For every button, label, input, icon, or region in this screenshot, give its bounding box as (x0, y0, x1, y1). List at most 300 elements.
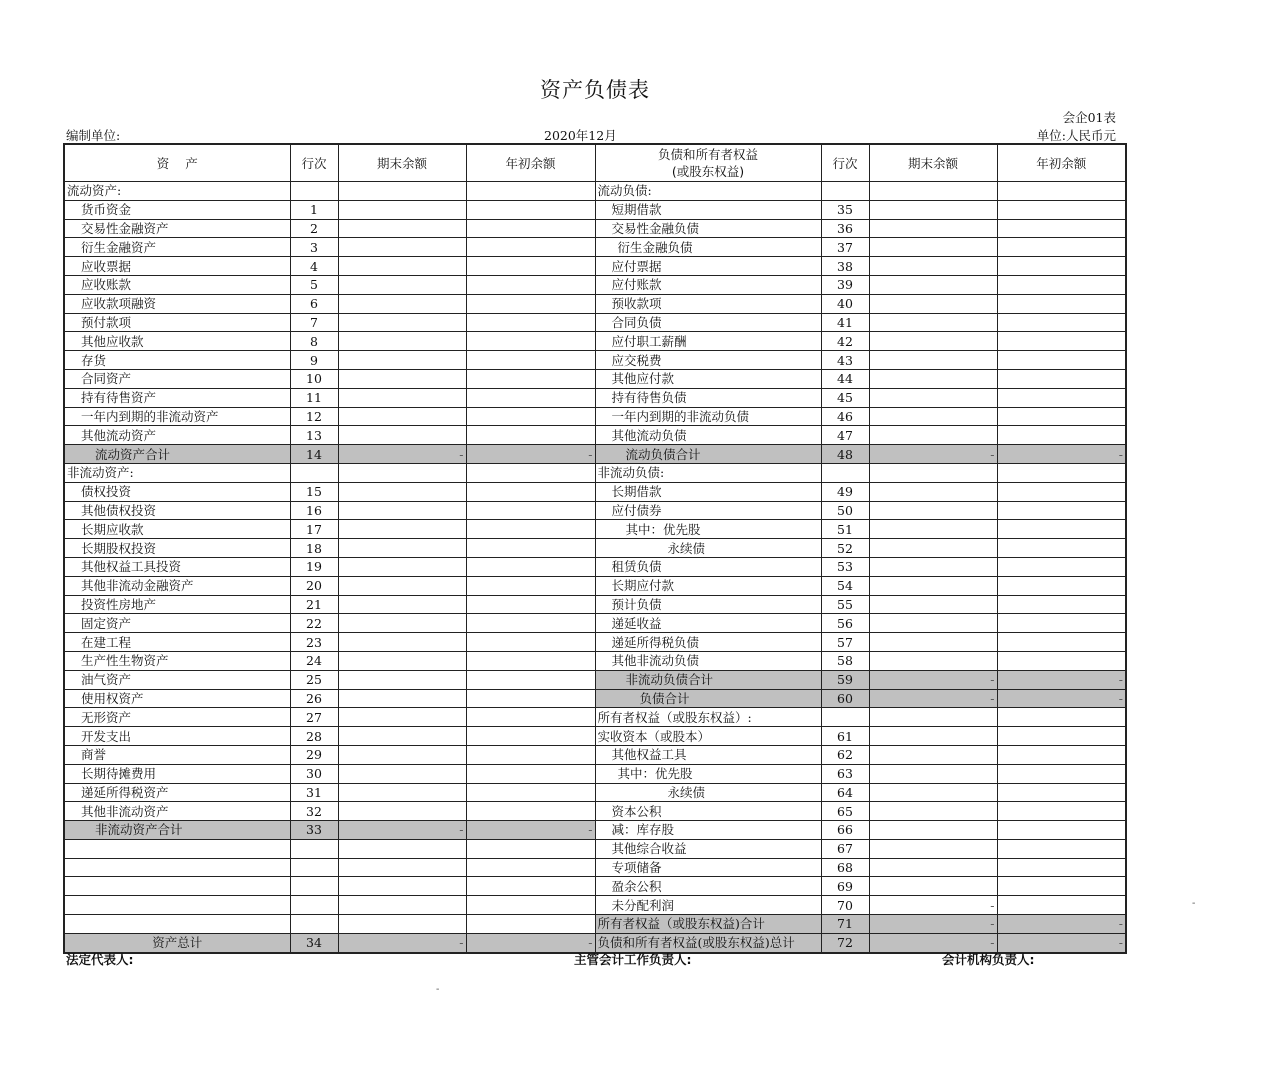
liability-line-no: 61 (821, 727, 869, 746)
table-row (64, 595, 1126, 614)
asset-end-balance (338, 689, 466, 708)
asset-line-no: 15 (290, 482, 338, 501)
liability-end-balance (869, 821, 997, 840)
asset-end-balance (338, 294, 466, 313)
table-row (64, 896, 1126, 915)
asset-line-no: 14 (290, 445, 338, 464)
asset-begin-balance: - (466, 821, 595, 840)
asset-item-label: 流动资产: (64, 182, 290, 201)
liability-line-no: 35 (821, 200, 869, 219)
liability-end-balance (869, 651, 997, 670)
asset-line-no (290, 182, 338, 201)
liability-item-label: 递延所得税负债 (595, 633, 821, 652)
asset-item-label: 应收票据 (64, 257, 290, 276)
asset-begin-balance (466, 670, 595, 689)
liability-end-balance (869, 294, 997, 313)
asset-end-balance (338, 482, 466, 501)
liability-item-label: 其他权益工具 (595, 745, 821, 764)
header-asset: 资 产 (64, 144, 290, 182)
asset-line-no: 23 (290, 633, 338, 652)
table-row (64, 445, 1126, 464)
liability-line-no: 71 (821, 915, 869, 934)
asset-item-label: 其他流动资产 (64, 426, 290, 445)
asset-begin-balance (466, 257, 595, 276)
asset-begin-balance (466, 407, 595, 426)
liability-item-label: 永续债 (595, 539, 821, 558)
liability-line-no (821, 182, 869, 201)
asset-end-balance (338, 426, 466, 445)
liability-begin-balance (997, 238, 1126, 257)
liability-end-balance (869, 332, 997, 351)
liability-item-label: 应付职工薪酬 (595, 332, 821, 351)
table-row (64, 182, 1126, 201)
asset-line-no: 30 (290, 764, 338, 783)
asset-end-balance (338, 745, 466, 764)
liability-begin-balance (997, 407, 1126, 426)
liability-line-no: 45 (821, 388, 869, 407)
table-row (64, 858, 1126, 877)
asset-line-no: 24 (290, 651, 338, 670)
liability-end-balance: - (869, 896, 997, 915)
table-row (64, 576, 1126, 595)
header-liab-line2: (或股东权益) (671, 164, 745, 179)
asset-begin-balance (466, 689, 595, 708)
liability-begin-balance (997, 764, 1126, 783)
asset-item-label: 货币资金 (64, 200, 290, 219)
liability-begin-balance (997, 745, 1126, 764)
liability-end-balance (869, 200, 997, 219)
table-row (64, 915, 1126, 934)
asset-end-balance (338, 633, 466, 652)
asset-begin-balance (466, 727, 595, 746)
asset-item-label: 其他非流动资产 (64, 802, 290, 821)
liability-begin-balance (997, 369, 1126, 388)
liability-item-label: 应交税费 (595, 351, 821, 370)
liability-end-balance (869, 388, 997, 407)
balance-sheet-table (63, 143, 1127, 954)
liability-begin-balance (997, 463, 1126, 482)
liability-line-no: 72 (821, 933, 869, 952)
asset-line-no: 29 (290, 745, 338, 764)
asset-line-no: 3 (290, 238, 338, 257)
liability-item-label: 流动负债: (595, 182, 821, 201)
asset-begin-balance (466, 501, 595, 520)
asset-end-balance (338, 896, 466, 915)
table-row (64, 200, 1126, 219)
liability-begin-balance (997, 520, 1126, 539)
liability-begin-balance (997, 426, 1126, 445)
liability-begin-balance: - (997, 915, 1126, 934)
liability-begin-balance: - (997, 933, 1126, 952)
asset-line-no: 25 (290, 670, 338, 689)
table-row (64, 821, 1126, 840)
liability-end-balance (869, 482, 997, 501)
liability-end-balance (869, 877, 997, 896)
asset-begin-balance (466, 294, 595, 313)
liability-item-label: 其中：优先股 (595, 764, 821, 783)
asset-line-no: 22 (290, 614, 338, 633)
asset-item-label: 长期应收款 (64, 520, 290, 539)
liability-line-no: 68 (821, 858, 869, 877)
liability-item-label: 减：库存股 (595, 821, 821, 840)
liability-line-no: 65 (821, 802, 869, 821)
liability-begin-balance (997, 896, 1126, 915)
liability-end-balance (869, 238, 997, 257)
liability-begin-balance (997, 200, 1126, 219)
liability-begin-balance (997, 257, 1126, 276)
liability-line-no: 42 (821, 332, 869, 351)
liability-item-label: 应付票据 (595, 257, 821, 276)
liability-line-no: 51 (821, 520, 869, 539)
asset-item-label: 应收款项融资 (64, 294, 290, 313)
asset-begin-balance (466, 332, 595, 351)
asset-begin-balance (466, 576, 595, 595)
asset-end-balance: - (338, 821, 466, 840)
form-code: 会企01表 (1062, 110, 1116, 125)
liability-end-balance (869, 257, 997, 276)
liability-begin-balance (997, 877, 1126, 896)
liability-end-balance (869, 313, 997, 332)
asset-line-no: 19 (290, 557, 338, 576)
asset-begin-balance (466, 915, 595, 934)
asset-end-balance (338, 727, 466, 746)
liability-end-balance (869, 576, 997, 595)
liability-line-no: 39 (821, 275, 869, 294)
table-row (64, 727, 1126, 746)
asset-line-no: 1 (290, 200, 338, 219)
header-line-no-right: 行次 (821, 144, 869, 182)
asset-begin-balance (466, 802, 595, 821)
asset-line-no: 21 (290, 595, 338, 614)
table-row (64, 257, 1126, 276)
table-row (64, 839, 1126, 858)
asset-begin-balance (466, 369, 595, 388)
liability-end-balance (869, 708, 997, 727)
asset-end-balance (338, 802, 466, 821)
liability-line-no (821, 708, 869, 727)
asset-begin-balance (466, 482, 595, 501)
asset-item-label: 固定资产 (64, 614, 290, 633)
liability-item-label: 负债合计 (595, 689, 821, 708)
liability-end-balance: - (869, 689, 997, 708)
liability-item-label: 其他综合收益 (595, 839, 821, 858)
liability-item-label: 交易性金融负债 (595, 219, 821, 238)
asset-end-balance (338, 351, 466, 370)
asset-line-no (290, 877, 338, 896)
asset-end-balance (338, 858, 466, 877)
liability-item-label: 预收款项 (595, 294, 821, 313)
asset-item-label: 存货 (64, 351, 290, 370)
asset-end-balance (338, 539, 466, 558)
liability-end-balance (869, 219, 997, 238)
asset-begin-balance (466, 463, 595, 482)
liability-item-label: 盈余公积 (595, 877, 821, 896)
liability-item-label: 其中：优先股 (595, 520, 821, 539)
asset-line-no: 13 (290, 426, 338, 445)
liability-begin-balance (997, 539, 1126, 558)
liability-item-label: 持有待售负债 (595, 388, 821, 407)
header-line-no: 行次 (290, 144, 338, 182)
asset-item-label (64, 839, 290, 858)
liability-line-no: 53 (821, 557, 869, 576)
table-row (64, 275, 1126, 294)
liability-line-no: 43 (821, 351, 869, 370)
liability-begin-balance (997, 651, 1126, 670)
asset-line-no: 32 (290, 802, 338, 821)
table-row (64, 783, 1126, 802)
liability-item-label: 应付债券 (595, 501, 821, 520)
asset-end-balance (338, 839, 466, 858)
liability-end-balance: - (869, 915, 997, 934)
table-row (64, 501, 1126, 520)
table-row (64, 294, 1126, 313)
liability-item-label: 流动负债合计 (595, 445, 821, 464)
liability-end-balance (869, 275, 997, 294)
asset-line-no: 11 (290, 388, 338, 407)
table-row (64, 482, 1126, 501)
asset-line-no: 31 (290, 783, 338, 802)
asset-item-label: 非流动资产: (64, 463, 290, 482)
liability-begin-balance (997, 727, 1126, 746)
liability-begin-balance (997, 858, 1126, 877)
liability-line-no: 36 (821, 219, 869, 238)
currency-label: 单位:人民币元 (1036, 128, 1116, 143)
liability-line-no: 66 (821, 821, 869, 840)
asset-begin-balance (466, 839, 595, 858)
asset-end-balance (338, 332, 466, 351)
liability-end-balance (869, 858, 997, 877)
table-row (64, 426, 1126, 445)
liability-begin-balance (997, 614, 1126, 633)
header-liab-line1: 负债和所有者权益 (657, 147, 758, 162)
asset-item-label: 在建工程 (64, 633, 290, 652)
asset-line-no (290, 896, 338, 915)
header-begin-balance-right: 年初余额 (997, 144, 1126, 182)
asset-begin-balance (466, 595, 595, 614)
liability-end-balance (869, 614, 997, 633)
header-end-balance: 期末余额 (338, 144, 466, 182)
liability-item-label: 未分配利润 (595, 896, 821, 915)
liability-end-balance (869, 463, 997, 482)
asset-item-label (64, 896, 290, 915)
liability-line-no: 63 (821, 764, 869, 783)
liability-item-label: 所有者权益（或股东权益)合计 (595, 915, 821, 934)
asset-end-balance (338, 369, 466, 388)
asset-begin-balance: - (466, 933, 595, 952)
header-begin-balance: 年初余额 (466, 144, 595, 182)
asset-begin-balance (466, 426, 595, 445)
asset-line-no (290, 915, 338, 934)
liability-line-no: 37 (821, 238, 869, 257)
liability-end-balance (869, 839, 997, 858)
table-row (64, 802, 1126, 821)
asset-end-balance (338, 463, 466, 482)
liability-begin-balance: - (997, 670, 1126, 689)
liability-begin-balance (997, 219, 1126, 238)
asset-end-balance: - (338, 445, 466, 464)
asset-item-label: 商誉 (64, 745, 290, 764)
asset-end-balance (338, 915, 466, 934)
asset-item-label: 预付款项 (64, 313, 290, 332)
asset-line-no: 2 (290, 219, 338, 238)
asset-end-balance (338, 219, 466, 238)
asset-item-label: 衍生金融资产 (64, 238, 290, 257)
table-row (64, 539, 1126, 558)
header-end-balance-right: 期末余额 (869, 144, 997, 182)
asset-end-balance (338, 501, 466, 520)
liability-line-no: 47 (821, 426, 869, 445)
report-period: 2020年12月 (544, 128, 617, 143)
signature-department-head: 会计机构负责人: (942, 952, 1035, 967)
asset-end-balance (338, 388, 466, 407)
liability-item-label: 长期应付款 (595, 576, 821, 595)
liability-begin-balance (997, 313, 1126, 332)
asset-item-label: 其他债权投资 (64, 501, 290, 520)
asset-line-no: 10 (290, 369, 338, 388)
table-row (64, 219, 1126, 238)
table-row (64, 764, 1126, 783)
liability-begin-balance (997, 557, 1126, 576)
asset-end-balance: - (338, 933, 466, 952)
liability-begin-balance (997, 708, 1126, 727)
liability-begin-balance (997, 351, 1126, 370)
asset-begin-balance (466, 520, 595, 539)
asset-end-balance (338, 783, 466, 802)
liability-end-balance (869, 369, 997, 388)
asset-item-label: 长期待摊费用 (64, 764, 290, 783)
asset-item-label: 递延所得税资产 (64, 783, 290, 802)
liability-begin-balance (997, 783, 1126, 802)
liability-begin-balance (997, 332, 1126, 351)
asset-begin-balance (466, 651, 595, 670)
liability-end-balance (869, 802, 997, 821)
liability-item-label: 所有者权益（或股东权益）: (595, 708, 821, 727)
asset-line-no: 6 (290, 294, 338, 313)
table-row (64, 670, 1126, 689)
liability-begin-balance (997, 182, 1126, 201)
asset-begin-balance (466, 764, 595, 783)
liability-end-balance (869, 557, 997, 576)
asset-begin-balance (466, 351, 595, 370)
asset-line-no: 8 (290, 332, 338, 351)
asset-end-balance (338, 651, 466, 670)
asset-line-no (290, 839, 338, 858)
asset-item-label: 一年内到期的非流动资产 (64, 407, 290, 426)
liability-item-label: 衍生金融负债 (595, 238, 821, 257)
liability-line-no: 48 (821, 445, 869, 464)
asset-end-balance (338, 764, 466, 783)
asset-begin-balance (466, 313, 595, 332)
table-row (64, 407, 1126, 426)
table-row (64, 351, 1126, 370)
asset-begin-balance (466, 238, 595, 257)
liability-end-balance (869, 426, 997, 445)
asset-begin-balance (466, 633, 595, 652)
asset-line-no: 34 (290, 933, 338, 952)
liability-begin-balance: - (997, 445, 1126, 464)
liability-line-no: 38 (821, 257, 869, 276)
table-row (64, 520, 1126, 539)
liability-end-balance: - (869, 445, 997, 464)
table-row (64, 708, 1126, 727)
asset-item-label: 使用权资产 (64, 689, 290, 708)
liability-item-label: 资本公积 (595, 802, 821, 821)
asset-item-label: 开发支出 (64, 727, 290, 746)
liability-item-label: 其他流动负债 (595, 426, 821, 445)
liability-begin-balance (997, 633, 1126, 652)
asset-begin-balance (466, 614, 595, 633)
asset-item-label: 资产总计 (64, 933, 290, 952)
table-row (64, 877, 1126, 896)
asset-end-balance (338, 313, 466, 332)
table-row (64, 651, 1126, 670)
asset-begin-balance (466, 219, 595, 238)
asset-begin-balance (466, 858, 595, 877)
asset-line-no: 26 (290, 689, 338, 708)
asset-begin-balance: - (466, 445, 595, 464)
liability-end-balance (869, 351, 997, 370)
asset-line-no: 7 (290, 313, 338, 332)
asset-line-no: 16 (290, 501, 338, 520)
asset-line-no: 5 (290, 275, 338, 294)
asset-end-balance (338, 182, 466, 201)
table-row (64, 689, 1126, 708)
asset-item-label (64, 915, 290, 934)
liability-line-no: 49 (821, 482, 869, 501)
stray-dash-bottom: - (436, 984, 440, 995)
asset-end-balance (338, 520, 466, 539)
asset-end-balance (338, 708, 466, 727)
liability-end-balance (869, 745, 997, 764)
liability-line-no: 60 (821, 689, 869, 708)
asset-begin-balance (466, 182, 595, 201)
liability-end-balance (869, 501, 997, 520)
asset-begin-balance (466, 200, 595, 219)
header-liabilities-equity (595, 144, 821, 182)
liability-begin-balance (997, 839, 1126, 858)
liability-line-no: 46 (821, 407, 869, 426)
table-row (64, 388, 1126, 407)
asset-begin-balance (466, 539, 595, 558)
asset-begin-balance (466, 877, 595, 896)
asset-item-label: 合同资产 (64, 369, 290, 388)
asset-end-balance (338, 670, 466, 689)
asset-line-no: 20 (290, 576, 338, 595)
liability-begin-balance (997, 388, 1126, 407)
table-row (64, 238, 1126, 257)
liability-begin-balance (997, 821, 1126, 840)
asset-item-label: 生产性生物资产 (64, 651, 290, 670)
signature-legal-representative: 法定代表人: (66, 952, 134, 967)
asset-end-balance (338, 407, 466, 426)
liability-end-balance (869, 727, 997, 746)
liability-item-label: 其他应付款 (595, 369, 821, 388)
asset-end-balance (338, 877, 466, 896)
liability-item-label: 合同负债 (595, 313, 821, 332)
liability-line-no: 56 (821, 614, 869, 633)
asset-item-label: 投资性房地产 (64, 595, 290, 614)
liability-line-no: 58 (821, 651, 869, 670)
liability-begin-balance (997, 275, 1126, 294)
asset-item-label: 债权投资 (64, 482, 290, 501)
asset-end-balance (338, 275, 466, 294)
liability-end-balance (869, 520, 997, 539)
asset-begin-balance (466, 388, 595, 407)
asset-item-label (64, 858, 290, 877)
asset-line-no (290, 858, 338, 877)
asset-begin-balance (466, 783, 595, 802)
liability-item-label: 其他非流动负债 (595, 651, 821, 670)
